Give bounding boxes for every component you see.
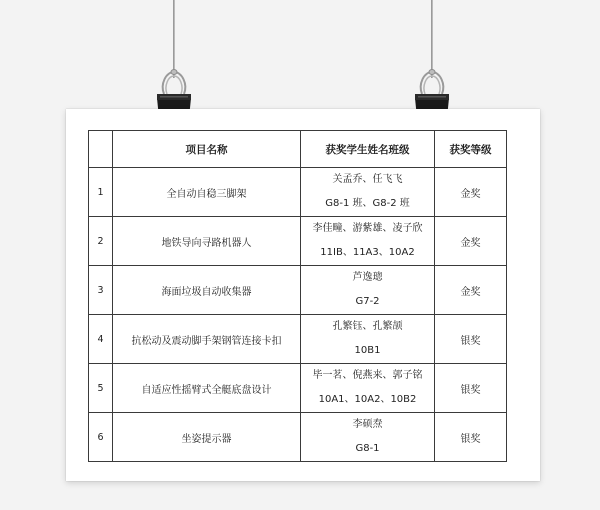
row-index: 4 [89, 315, 113, 364]
student-classes: G8-1 班、G8-2 班 [325, 198, 410, 209]
student-names: 李硕焘 [352, 419, 383, 430]
student-names: 李佳疃、游紫雄、凌子欣 [312, 223, 423, 234]
hanging-wire-right [431, 0, 433, 78]
row-index: 5 [89, 364, 113, 413]
award-level-cell: 银奖 [435, 364, 507, 413]
students-cell [301, 217, 435, 266]
table-row [89, 315, 507, 364]
award-level-cell: 金奖 [435, 266, 507, 315]
student-classes: 10B1 [354, 345, 381, 356]
student-classes: G8-1 [355, 443, 380, 454]
project-name-cell: 海面垃圾自动收集器 [113, 266, 301, 315]
table-row [89, 168, 507, 217]
student-classes: 10A1、10A2、10B2 [318, 394, 417, 405]
award-level-cell: 银奖 [435, 315, 507, 364]
student-names: 关孟乔、任飞飞 [332, 174, 403, 185]
student-names: 孔繁钰、孔繁颉 [332, 321, 403, 332]
project-name-cell: 自适应性摇臂式全艇底盘设计 [113, 364, 301, 413]
project-name-cell: 抗松动及震动脚手架钢管连接卡扣 [113, 315, 301, 364]
students-cell [301, 266, 435, 315]
header-students: 获奖学生姓名班级 [301, 131, 435, 168]
table-row [89, 413, 507, 462]
project-name-cell: 地铁导向寻路机器人 [113, 217, 301, 266]
students-cell [301, 315, 435, 364]
header-index [89, 131, 113, 168]
student-names: 芦逸璁 [352, 272, 383, 283]
awards-table [88, 130, 507, 462]
table-row [89, 364, 507, 413]
student-classes: 11IB、11A3、10A2 [320, 247, 415, 258]
award-level-cell: 金奖 [435, 217, 507, 266]
student-names: 毕一茗、倪燕来、郭子铭 [312, 370, 423, 381]
student-classes: G7-2 [355, 296, 380, 307]
students-cell [301, 168, 435, 217]
project-name-cell: 坐姿提示器 [113, 413, 301, 462]
project-name-cell: 全自动自稳三脚架 [113, 168, 301, 217]
students-cell [301, 413, 435, 462]
row-index: 6 [89, 413, 113, 462]
award-level-cell: 金奖 [435, 168, 507, 217]
table-row [89, 266, 507, 315]
award-level-cell: 银奖 [435, 413, 507, 462]
header-project-name: 项目名称 [113, 131, 301, 168]
paper-sheet [66, 109, 540, 481]
students-cell [301, 364, 435, 413]
table-header-row [89, 131, 507, 168]
header-award-level: 获奖等级 [435, 131, 507, 168]
table-row [89, 217, 507, 266]
hanging-wire-left [173, 0, 175, 78]
row-index: 3 [89, 266, 113, 315]
row-index: 2 [89, 217, 113, 266]
row-index: 1 [89, 168, 113, 217]
